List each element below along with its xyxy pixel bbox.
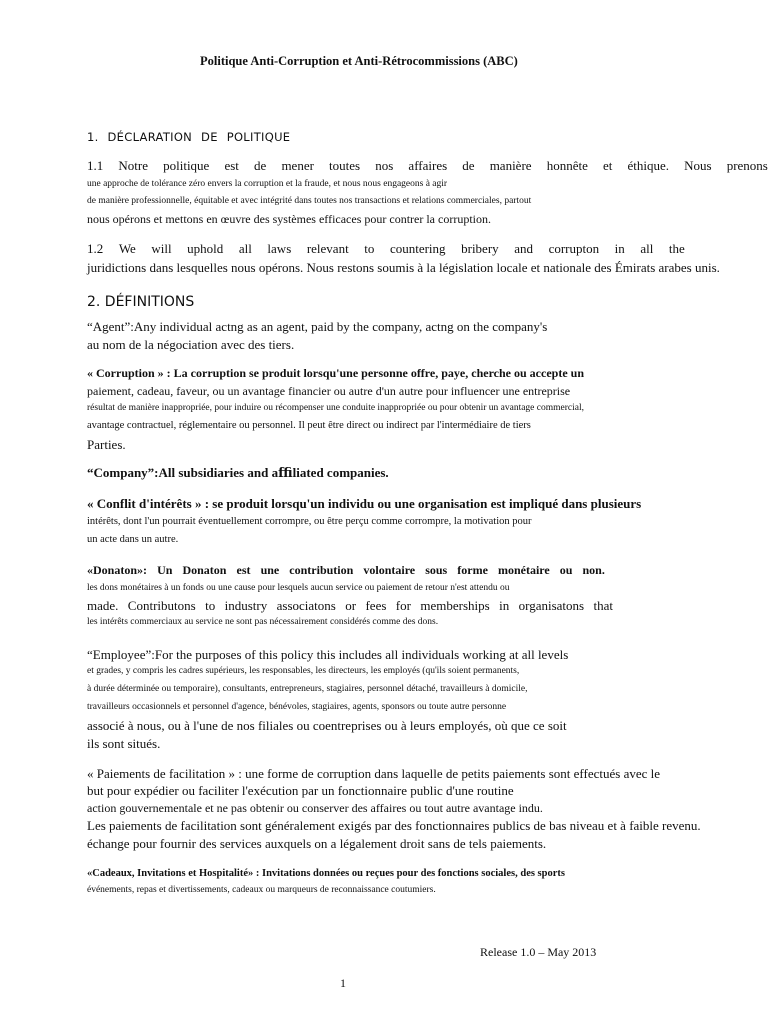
definition-facilitation-line-4: Les paiements de facilitation sont généralement exigés par des fonctionnaires publics de bas niveau et à faible revenu. xyxy=(87,818,701,833)
word: Un xyxy=(157,563,173,577)
definition-agent-line-2: au nom de la négociation avec des tiers. xyxy=(87,337,295,352)
word: sous xyxy=(425,563,448,577)
definition-conflict-line-3: un acte dans un autre. xyxy=(87,534,179,545)
page-number: 1 xyxy=(340,976,346,990)
definition-employee-line-1: “Employee”:For the purposes of this policy this includes all individuals working at all levels xyxy=(87,647,569,662)
definition-facilitation-line-2: but pour expédier ou faciliter l'exécution par un fonctionnaire public d'une routine xyxy=(87,783,514,798)
paragraph-1-2-line-2: juridictions dans lesquelles nous opérons. Nous restons soumis à la législation locale et nationale des Émirats arabes unis. xyxy=(87,260,720,275)
word: est xyxy=(236,563,251,577)
definition-employee-line-2: et grades, y compris les cadres supérieurs, les responsables, les directeurs, les employés (qu'ils soient permanents, xyxy=(87,666,520,676)
word: that xyxy=(593,598,613,613)
word: bribery xyxy=(461,241,499,256)
definition-gifts-line-2: événements, repas et divertissements, cadeaux ou marqueurs de reconnaissance coutumiers. xyxy=(87,885,436,895)
word: contribution xyxy=(289,563,354,577)
word: to xyxy=(364,241,375,256)
word: mener xyxy=(281,158,314,173)
word: manière xyxy=(489,158,532,173)
word: all xyxy=(640,241,654,256)
definition-donation-line-1 xyxy=(87,564,605,578)
word: associatons xyxy=(276,598,336,613)
word: laws xyxy=(267,241,292,256)
paragraph-1-1-line-2: une approche de tolérance zéro envers la corruption et la fraude, et nous nous engageons à agir xyxy=(87,179,448,189)
definition-facilitation-line-1: « Paiements de facilitation » : une forme de corruption dans laquelle de petits paiements sont effectués avec le xyxy=(87,766,661,781)
definition-conflict-line-2: intérêts, dont l'un pourrait éventuellement corrompre, ou être perçu comme corrompre, la motivation pour xyxy=(87,516,532,527)
definition-company: “Company”:All subsidiaries and aﬃliated companies. xyxy=(87,465,389,480)
section-2-heading: 2. DÉFINITIONS xyxy=(87,294,195,310)
release-footer: Release 1.0 – May 2013 xyxy=(480,945,597,959)
definition-donation-line-3 xyxy=(87,599,613,614)
word: all xyxy=(238,241,252,256)
word: corrupton xyxy=(548,241,600,256)
word: éthique. xyxy=(627,158,669,173)
word: monétaire xyxy=(497,563,550,577)
definition-facilitation-line-3: action gouvernementale et ne pas obtenir ou conserver des affaires ou tout autre avantage indu. xyxy=(87,801,543,815)
word: will xyxy=(151,241,172,256)
word: non. xyxy=(582,563,605,577)
definition-corruption-line-2: paiement, cadeau, faveur, ou un avantage financier ou autre d'un autre pour influencer une entreprise xyxy=(87,384,571,398)
word: countering xyxy=(389,241,446,256)
definition-donation-line-4: les intérêts commerciaux au service ne sont pas nécessairement considérés comme des dons. xyxy=(87,617,439,627)
word: prenons xyxy=(726,158,768,173)
word: forme xyxy=(457,563,488,577)
word: honnête xyxy=(546,158,588,173)
word: made. xyxy=(87,598,119,613)
word: affaires xyxy=(408,158,448,173)
word: organisatons xyxy=(518,598,585,613)
paragraph-1-2-line-1 xyxy=(87,242,685,257)
definition-employee-line-6: ils sont situés. xyxy=(87,736,161,751)
word: est xyxy=(224,158,239,173)
word: 1.2 xyxy=(87,241,104,256)
definition-corruption-line-5: Parties. xyxy=(87,437,126,452)
word: une xyxy=(260,563,280,577)
word: ou xyxy=(559,563,573,577)
definition-corruption-line-3: résultat de manière inappropriée, pour induire ou récompenser une conduite inappropriée ou pour obtenir un avantage commercial, xyxy=(87,403,584,413)
definition-donation-line-2: les dons monétaires à un fonds ou une cause pour lesquels aucun service ou paiement de retour n'est attendu ou xyxy=(87,583,510,593)
word: nos xyxy=(375,158,394,173)
word: 1.1 xyxy=(87,158,104,173)
word: and xyxy=(514,241,533,256)
word: de xyxy=(462,158,475,173)
word: politique xyxy=(163,158,210,173)
word: the xyxy=(668,241,685,256)
definition-conflict-line-1: « Conflit d'intérêts » : se produit lorsqu'un individu ou une organisation est impliqué dans plusieurs xyxy=(87,496,642,511)
section-1-heading: 1. DÉCLARATION DE POLITIQUE xyxy=(87,130,291,144)
definition-corruption-line-1: « Corruption » : La corruption se produit lorsqu'une personne offre, paye, cherche ou accepte un xyxy=(87,366,584,380)
word: «Donaton»: xyxy=(87,563,148,577)
word: memberships xyxy=(420,598,490,613)
word: toutes xyxy=(329,158,361,173)
definition-corruption-line-4: avantage contractuel, réglementaire ou personnel. Il peut être direct ou indirect par l'intermédiaire de tiers xyxy=(87,420,531,431)
definition-agent-line-1: “Agent”:Any individual actng as an agent, paid by the company, actng on the company's xyxy=(87,319,548,334)
word: Nous xyxy=(684,158,712,173)
word: to xyxy=(205,598,216,613)
paragraph-1-1-line-1 xyxy=(87,159,768,174)
word: in xyxy=(499,598,510,613)
paragraph-1-1-line-3: de manière professionnelle, équitable et avec intégrité dans toutes nos transactions et relations commerciales, partout xyxy=(87,196,532,206)
word: de xyxy=(254,158,267,173)
paragraph-1-1-line-4: nous opérons et mettons en œuvre des systèmes efficaces pour contrer la corruption. xyxy=(87,212,491,226)
word: Donaton xyxy=(182,563,227,577)
word: or xyxy=(345,598,357,613)
word: for xyxy=(395,598,411,613)
definition-employee-line-5: associé à nous, ou à l'une de nos filiales ou coentreprises ou à leurs employés, où que ce soit xyxy=(87,718,567,733)
word: in xyxy=(614,241,625,256)
definition-employee-line-3: à durée déterminée ou temporaire), consultants, entrepreneurs, stagiaires, personnel détaché, travailleurs à domicile, xyxy=(87,684,528,694)
word: Notre xyxy=(118,158,148,173)
word: fees xyxy=(365,598,387,613)
word: industry xyxy=(224,598,268,613)
definition-employee-line-4: travailleurs occasionnels et personnel d'agence, bénévoles, stagiaires, agents, sponsors ou toute autre personne xyxy=(87,702,507,712)
word: uphold xyxy=(187,241,224,256)
definition-gifts-line-1: «Cadeaux, Invitations et Hospitalité» : Invitations données ou reçues pour des fonctions sociales, des sports xyxy=(87,868,565,879)
definition-facilitation-line-5: échange pour fournir des services auxquels on a légalement droit sans de tels paiements. xyxy=(87,836,547,851)
document-title: Politique Anti-Corruption et Anti-Rétrocommissions (ABC) xyxy=(200,54,518,68)
word: relevant xyxy=(306,241,349,256)
word: volontaire xyxy=(363,563,416,577)
word: et xyxy=(602,158,613,173)
word: We xyxy=(118,241,136,256)
word: Contributons xyxy=(127,598,196,613)
